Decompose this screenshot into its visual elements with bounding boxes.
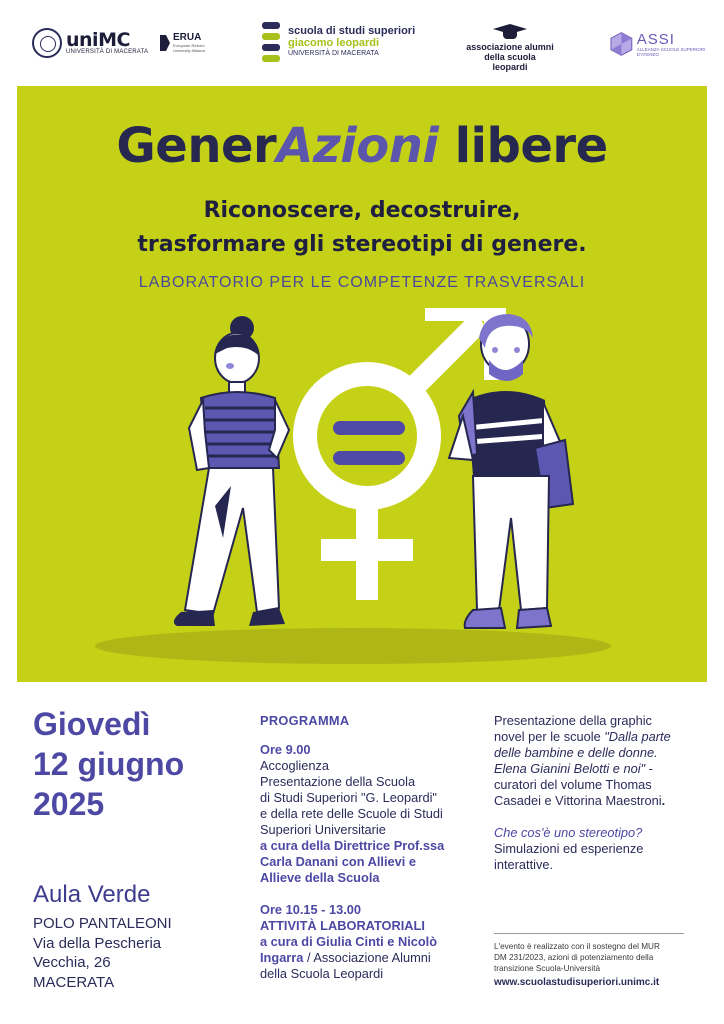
pres-line3-em: delle bambine e delle donne.: [494, 745, 658, 760]
pres-line1: Presentazione della graphic: [494, 713, 652, 728]
address-line1: POLO PANTALEONI: [33, 915, 172, 932]
address-line3: Vecchia, 26: [33, 954, 111, 971]
assi-logo: [610, 31, 724, 57]
slot2-curator2: [260, 950, 475, 966]
website-link[interactable]: www.scuolastudisuperiori.unimc.it: [494, 977, 660, 988]
slot2-curator2-name: Ingarra: [260, 950, 304, 965]
graduation-cap-icon: [493, 24, 527, 40]
title-part-gener: Gener: [116, 118, 277, 174]
assi-wordmark: ASSI: [636, 30, 675, 48]
slot2-curator1: a cura di Giulia Cinti e Nicolò: [260, 934, 438, 949]
woman-figure: [174, 316, 289, 626]
pres-line3: [494, 745, 694, 761]
slot2-time: Ore 10.15 - 13.00: [260, 902, 362, 917]
alumni-logo: [466, 24, 554, 72]
slot2-title: ATTIVITÀ LABORATORIALI: [260, 918, 425, 933]
scuola-leopardi-logo: [262, 22, 415, 62]
erua-mark-icon: [160, 35, 170, 51]
slot2-curator2-assoc: / Associazione Alumni: [303, 950, 431, 965]
funding-line1: L'evento è realizzato con il sostegno del MUR: [494, 942, 660, 951]
funding-note: [494, 941, 689, 974]
poster-tagline: LABORATORIO PER LE COMPETENZE TRASVERSALI: [138, 274, 586, 291]
pres-line4-em: Elena Gianini Belotti e noi": [494, 761, 646, 776]
university-seal-icon: [32, 28, 62, 58]
assi-subtitle: ALLEANZA SCUOLE SUPERIORI D'ATENEO: [636, 46, 706, 57]
footer-divider: [494, 933, 684, 934]
pres-line6: [494, 793, 694, 809]
title-part-libere: libere: [438, 118, 608, 174]
slot2-curator3: della Scuola Leopardi: [260, 966, 384, 981]
scuola-line2: giacomo leopardi: [288, 37, 380, 49]
presentation-column: [494, 713, 694, 873]
ground-shadow: [95, 628, 611, 664]
event-year: 2025: [33, 786, 105, 822]
scuola-line3: UNIVERSITÀ DI MACERATA: [288, 50, 379, 57]
alumni-line2: della scuola leopardi: [484, 52, 536, 72]
subtitle-line2: trasformare gli stereotipi di genere.: [137, 232, 587, 257]
logo-bar: [0, 0, 724, 86]
slot1-line1: Accoglienza: [260, 758, 330, 773]
event-venue: [33, 880, 233, 992]
gender-equality-illustration: [17, 308, 707, 682]
slot1-curator1: a cura della Direttrice Prof.ssa: [260, 838, 445, 853]
funding-line3: transizione Scuola-Università: [494, 964, 601, 973]
pres-line2: [494, 729, 694, 745]
programme-column: [260, 713, 475, 982]
address-line2: Via della Pescheria: [33, 934, 162, 952]
unimc-logo: [32, 28, 148, 58]
pres-line4-plain: -: [645, 761, 653, 776]
slot1-time: Ore 9.00: [260, 742, 311, 757]
hero-panel: [17, 86, 707, 682]
unimc-subtitle: UNIVERSITÀ DI MACERATA: [66, 49, 149, 55]
erua-subtitle: European Reform University Alliance: [173, 43, 206, 53]
slot1-curator3: Allieve della Scuola: [260, 870, 380, 885]
pres-line2-plain: novel per le scuole: [494, 729, 605, 744]
title-part-azioni: Azioni: [276, 118, 439, 174]
erua-wordmark: ERUA: [173, 32, 202, 43]
address-line4: MACERATA: [33, 973, 115, 991]
slot1-line5: Superiori Universitarie: [260, 822, 386, 837]
unimc-wordmark: uniMC: [66, 29, 130, 51]
sim-line2: interattive.: [494, 857, 554, 872]
slot1-line4: e della rete delle Scuole di Studi: [260, 806, 443, 821]
funding-line2: DM 231/2023, azioni di potenziamento della: [494, 953, 654, 962]
event-day: Giovedì: [33, 706, 151, 742]
pres-line6-plain: Casadei e Vittorina Maestroni: [494, 793, 662, 808]
scuola-s-mark-icon: [262, 22, 280, 62]
event-date-text: 12 giugno: [33, 746, 185, 782]
alumni-line1: associazione alumni: [466, 42, 554, 52]
scuola-line1: scuola di studi superiori: [288, 25, 416, 37]
programme-heading: PROGRAMMA: [260, 713, 350, 728]
subtitle-line1: Riconoscere, decostruire,: [203, 198, 521, 223]
pres-line5: curatori del volume Thomas: [494, 777, 652, 792]
poster-subtitle: [17, 194, 707, 262]
slot1-line3: di Studi Superiori "G. Leopardi": [260, 790, 437, 805]
stereotype-question: Che cos'è uno stereotipo?: [494, 825, 643, 840]
assi-hexagon-icon: [610, 31, 633, 57]
erua-logo: [160, 33, 217, 53]
sim-line1: Simulazioni ed esperienze: [494, 841, 644, 856]
venue-name: Aula Verde: [33, 881, 151, 908]
pres-line6-bold: .: [661, 793, 666, 808]
pres-line4: [494, 761, 694, 777]
man-figure: [449, 314, 573, 628]
slot1-line2: Presentazione della Scuola: [260, 774, 416, 789]
pres-line2-em: "Dalla parte: [604, 729, 671, 744]
slot1-curator2: Carla Danani con Allievi e: [260, 854, 416, 869]
poster-title: [17, 118, 707, 174]
event-date: [33, 704, 233, 824]
